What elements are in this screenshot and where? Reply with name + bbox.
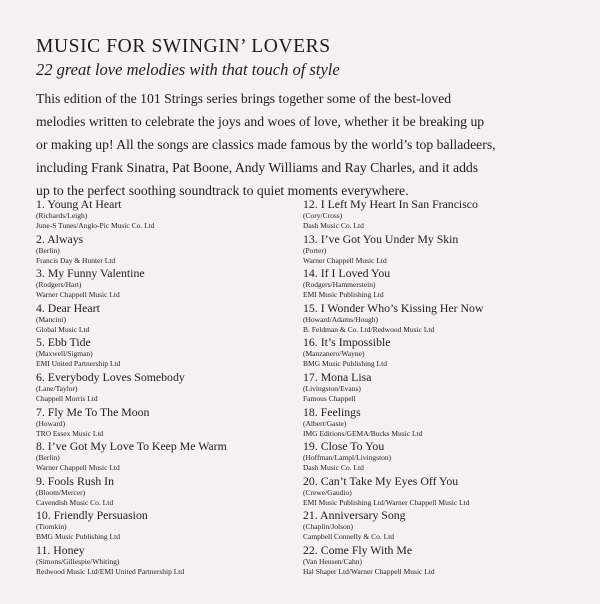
track-title: 14. If I Loved You [303, 266, 391, 281]
track-entry [303, 370, 573, 405]
track-entry [303, 232, 573, 267]
track-title: 1. Young At Heart [36, 197, 122, 211]
track-publisher: EMI United Partnership Ltd [36, 359, 121, 369]
track-publisher: BMG Music Publishing Ltd [303, 359, 387, 369]
track-title: 13. I’ve Got You Under My Skin [303, 231, 459, 246]
track-entry [303, 335, 573, 370]
track-publisher: Hal Shaper Ltd/Warner Chappell Music Ltd [303, 566, 435, 576]
track-publisher: Dash Music Co. Ltd [303, 221, 364, 230]
track-publisher: Campbell Connelly & Co. Ltd [303, 532, 395, 542]
track-writers: (Simons/Gillespie/Whiting) [36, 556, 120, 566]
track-title: 11. Honey [36, 542, 85, 557]
track-title: 18. Feelings [303, 404, 361, 419]
track-publisher: Francis Day & Hunter Ltd [36, 255, 116, 265]
track-title: 17. Mona Lisa [303, 369, 372, 384]
track-writers: (Cory/Cross) [303, 211, 343, 220]
tracklist-left [36, 197, 306, 578]
track-publisher: Warner Chappell Music Ltd [36, 463, 120, 473]
track-writers: (Rodgers/Hammerstein) [303, 280, 376, 290]
track-title: 5. Ebb Tide [36, 335, 91, 350]
track-writers: (Hoffman/Lampl/Livingston) [303, 453, 392, 463]
track-publisher: TRO Essex Music Ltd [36, 428, 104, 438]
track-publisher: Redwood Music Ltd/EMI United Partnership Ltd [36, 566, 185, 576]
intro-line: or making up! All the songs are classics made famous by the world’s top balladeers, [36, 137, 496, 152]
track-writers: (Livingston/Evans) [303, 383, 361, 393]
track-entry [36, 508, 306, 543]
track-writers: (Mancini) [36, 314, 66, 324]
track-title: 6. Everybody Loves Somebody [36, 369, 185, 384]
track-title: 2. Always [36, 231, 84, 246]
track-title: 3. My Funny Valentine [36, 266, 145, 281]
track-writers: (Chaplin/Jolson) [303, 522, 353, 532]
track-entry [303, 301, 573, 336]
track-title: 21. Anniversary Song [303, 508, 406, 523]
track-publisher: Dash Music Co. Ltd [303, 463, 364, 473]
intro-line: up to the perfect soothing soundtrack to quiet moments everywhere. [36, 183, 409, 198]
intro-line: melodies written to celebrate the joys and woes of love, whether it be breaking up [36, 114, 485, 129]
track-publisher: BMG Music Publishing Ltd [36, 532, 120, 542]
track-writers: (Howard) [36, 418, 66, 428]
track-writers: (Manzanero/Wayne) [303, 349, 365, 359]
track-entry [36, 474, 306, 509]
track-writers: (Albert/Gaste) [303, 418, 347, 428]
track-publisher: Cavendish Music Co. Ltd [36, 497, 114, 507]
track-writers: (Bloom/Mercer) [36, 487, 86, 497]
track-entry [303, 405, 573, 440]
track-title: 16. It’s Impossible [303, 335, 391, 350]
track-entry [36, 405, 306, 440]
track-entry [36, 543, 306, 578]
track-title: 22. Come Fly With Me [303, 542, 413, 557]
track-writers: (Tiomkin) [36, 522, 67, 532]
track-publisher: EMI Music Publishing Ltd/Warner Chappell Music Ltd [303, 497, 470, 507]
track-title: 9. Fools Rush In [36, 473, 115, 488]
track-title: 4. Dear Heart [36, 300, 100, 315]
track-writers: (Berlin) [36, 453, 60, 463]
track-publisher: IMG Editions/GEMA/Bucks Music Ltd [303, 428, 423, 438]
track-title: 12. I Left My Heart In San Francisco [303, 197, 478, 211]
track-publisher: Chappell Morris Ltd [36, 393, 98, 403]
track-title: 7. Fly Me To The Moon [36, 404, 150, 419]
track-entry [303, 197, 573, 232]
track-writers: (Maxwell/Sigman) [36, 349, 93, 359]
track-writers: (Howard/Adams/Hough) [303, 314, 378, 324]
track-publisher: Warner Chappell Music Ltd [36, 290, 120, 300]
track-publisher: Warner Chappell Music Ltd [303, 255, 387, 265]
album-title: MUSIC FOR SWINGIN’ LOVERS [36, 36, 331, 57]
track-entry [303, 543, 573, 578]
track-publisher: B. Feldman & Co. Ltd/Redwood Music Ltd [303, 324, 435, 334]
track-writers: (Richards/Leigh) [36, 211, 88, 220]
tracklist-right [303, 197, 573, 578]
track-title: 10. Friendly Persuasion [36, 508, 148, 523]
track-entry [36, 232, 306, 267]
track-writers: (Crewe/Gaudio) [303, 487, 352, 497]
track-entry [36, 439, 306, 474]
album-subtitle: 22 great love melodies with that touch of style [36, 60, 340, 79]
track-publisher: Global Music Ltd [36, 324, 90, 334]
track-entry [36, 370, 306, 405]
intro-paragraph [36, 87, 576, 202]
track-writers: (Van Heusen/Cahn) [303, 556, 362, 566]
track-title: 20. Can’t Take My Eyes Off You [303, 473, 459, 488]
track-title: 15. I Wonder Who’s Kissing Her Now [303, 300, 484, 315]
track-publisher: Famous Chappell [303, 393, 356, 403]
track-entry [36, 197, 306, 232]
intro-line: including Frank Sinatra, Pat Boone, Andy Williams and Ray Charles, and it adds [36, 160, 479, 175]
track-publisher: EMI Music Publishing Ltd [303, 290, 384, 300]
track-writers: (Rodgers/Hart) [36, 280, 82, 290]
track-entry [36, 301, 306, 336]
track-entry [303, 474, 573, 509]
track-entry [303, 508, 573, 543]
track-entry [303, 439, 573, 474]
track-title: 19. Close To You [303, 439, 385, 454]
track-title: 8. I’ve Got My Love To Keep Me Warm [36, 439, 227, 454]
track-publisher: June-S Tunes/Anglo-Pic Music Co. Ltd [36, 221, 155, 230]
track-entry [303, 266, 573, 301]
track-writers: (Lane/Taylor) [36, 383, 78, 393]
intro-line: This edition of the 101 Strings series brings together some of the best-loved [36, 91, 452, 106]
track-entry [36, 266, 306, 301]
track-writers: (Porter) [303, 245, 327, 255]
track-writers: (Berlin) [36, 245, 60, 255]
track-entry [36, 335, 306, 370]
